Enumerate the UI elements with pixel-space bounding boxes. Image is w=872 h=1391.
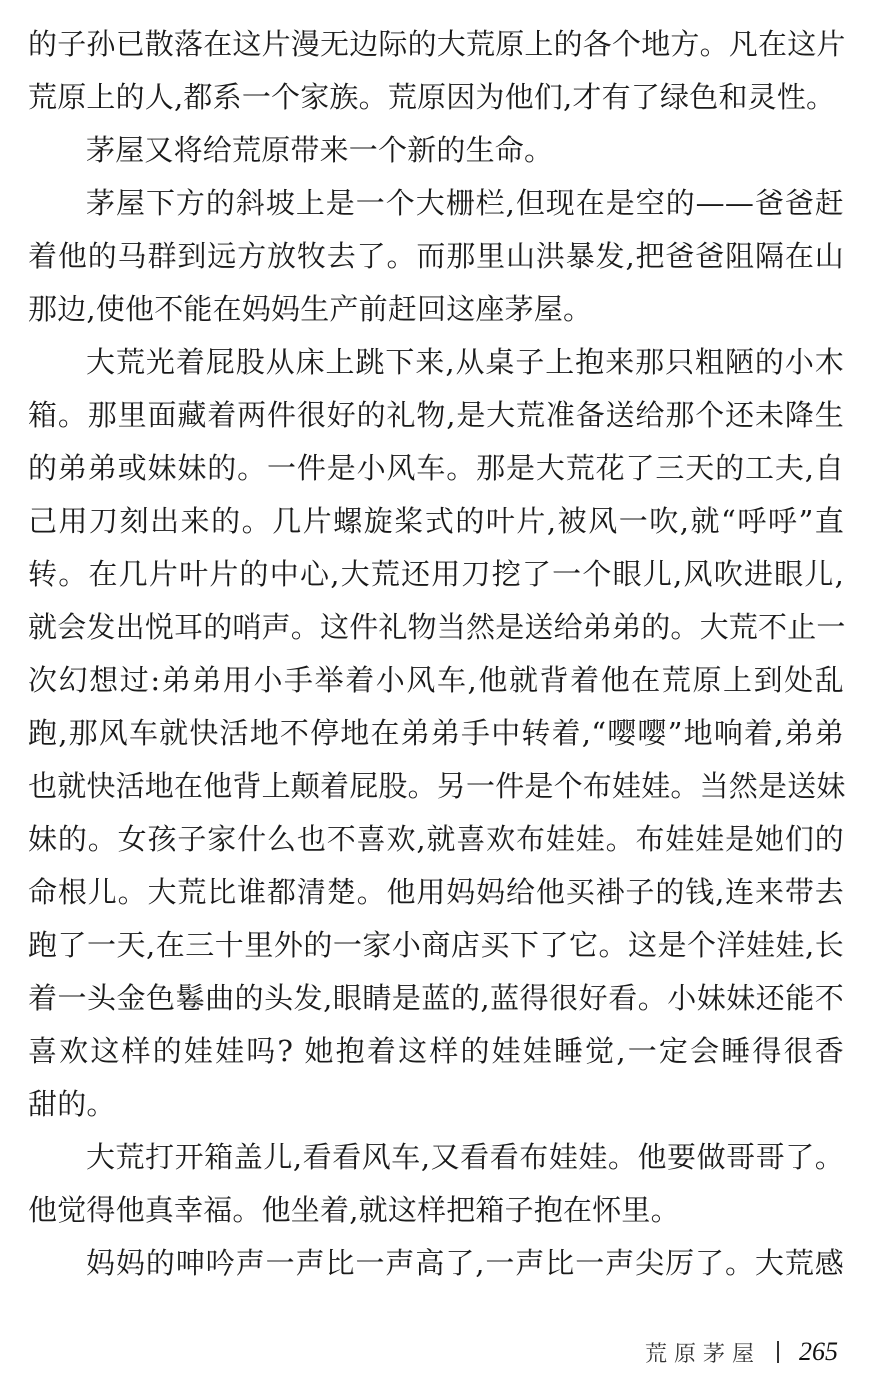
text-line: 命根儿。大荒比谁都清楚。他用妈妈给他买褂子的钱,连来带去 [28,875,844,909]
text-line: 荒原上的人,都系一个家族。荒原因为他们,才有了绿色和灵性。 [28,80,836,114]
text-line: 着他的马群到远方放牧去了。而那里山洪暴发,把爸爸阻隔在山 [28,239,844,273]
text-line: 大荒打开箱盖儿,看看风车,又看看布娃娃。他要做哥哥了。 [86,1140,844,1174]
text-line: 着一头金色鬈曲的头发,眼睛是蓝的,蓝得很好看。小妹妹还能不 [28,981,844,1015]
text-line: 也就快活地在他背上颠着屁股。另一件是个布娃娃。当然是送妹 [28,769,846,803]
text-line: 喜欢这样的娃娃吗? 她抱着这样的娃娃睡觉,一定会睡得很香 [28,1034,844,1068]
running-title: 荒原茅屋 [644,1341,761,1367]
text-line: 妹的。女孩子家什么也不喜欢,就喜欢布娃娃。布娃娃是她们的 [28,822,844,856]
page-footer [645,1332,838,1372]
text-line: 他觉得他真幸福。他坐着,就这样把箱子抱在怀里。 [28,1193,680,1227]
text-line: 茅屋又将给荒原带来一个新的生命。 [86,133,554,167]
text-line: 的子孙已散落在这片漫无边际的大荒原上的各个地方。凡在这片 [28,27,846,61]
text-line: 转。在几片叶片的中心,大荒还用刀挖了一个眼儿,风吹进眼儿, [28,557,844,591]
text-line: 跑了一天,在三十里外的一家小商店买下了它。这是个洋娃娃,长 [28,928,844,962]
text-line: 妈妈的呻吟声一声比一声高了,一声比一声尖厉了。大荒感 [86,1246,844,1280]
text-line: 箱。那里面藏着两件很好的礼物,是大荒准备送给那个还未降生 [28,398,844,432]
footer-divider [777,1341,779,1363]
text-line: 甜的。 [28,1087,116,1121]
text-line: 的弟弟或妹妹的。一件是小风车。那是大荒花了三天的工夫,自 [28,451,844,485]
text-line: 茅屋下方的斜坡上是一个大栅栏,但现在是空的——爸爸赶 [86,186,844,220]
page-number: 265 [799,1337,838,1366]
text-line: 跑,那风车就快活地不停地在弟弟手中转着,“嘤嘤”地响着,弟弟 [28,716,844,750]
text-line: 次幻想过:弟弟用小手举着小风车,他就背着他在荒原上到处乱 [28,663,844,697]
text-line: 那边,使他不能在妈妈生产前赶回这座茅屋。 [28,292,593,326]
text-line: 就会发出悦耳的哨声。这件礼物当然是送给弟弟的。大荒不止一 [28,610,846,644]
page-body-text [28,18,844,1290]
text-line: 大荒光着屁股从床上跳下来,从桌子上抱来那只粗陋的小木 [86,345,844,379]
text-line: 己用刀刻出来的。几片螺旋桨式的叶片,被风一吹,就“呼呼”直 [28,504,844,538]
